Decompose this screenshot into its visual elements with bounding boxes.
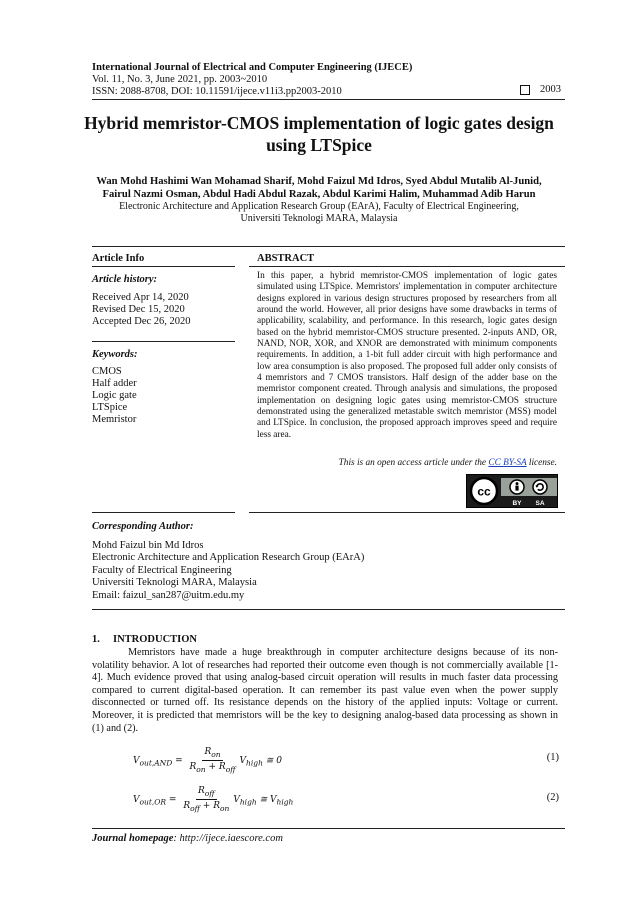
introduction-paragraph: Memristors have made a huge breakthrough in computer architecture designs because of its non-volatility behavior. A lot of researches had reported their outcome even though is not commercially available [1-4]. Much evidence proved that using analog-based circuit operation will results in much faster data processing compared to current digital-based operation. It can remember its past value even when the power supply disconnected or turned off. Its resistance depends on the history of the applied inputs: Voltage or current. Moreover, it is predicted that memristors will be the key to designing analog-based data processing as shown in (1) and (2). [92,647,558,734]
cc-badge-graphic [467,475,557,507]
keyword: Logic gate [92,390,137,401]
sa-label: SA [535,500,545,507]
keyword: Half adder [92,378,137,389]
history-rule [92,341,235,342]
issn-line: ISSN: 2088-8708, DOI: 10.11591/ijece.v11i3.pp2003-2010 [92,86,342,97]
square-icon [520,85,530,95]
keywords-list [92,366,137,426]
info-bottom-rule [92,512,235,513]
footer-rule [92,828,565,829]
journal-homepage[interactable] [92,833,283,844]
page-number: 2003 [540,84,561,95]
corresponding-author-details [92,540,364,602]
title-line-1: Hybrid memristor-CMOS implementation of logic gates design [84,113,554,133]
cc-mark: cc [477,484,491,499]
equation-1-number: (1) [546,752,559,763]
accepted-date: Accepted Dec 26, 2020 [92,316,191,327]
homepage-label: Journal homepage [92,833,174,844]
cc-by-sa-link[interactable]: CC BY-SA [488,458,527,468]
authors-line-1: Wan Mohd Hashimi Wan Mohamad Sharif, Mohd Faizul Md Idros, Syed Abdul Mutalib Al-Junid, [96,176,542,187]
introduction-text [92,647,558,735]
journal-name: International Journal of Electrical and Computer Engineering (IJECE) [92,62,413,73]
abstract-heading-rule [249,266,565,267]
abstract-text: In this paper, a hybrid memristor-CMOS implementation of logic gates simulated using LTSpice. Memristors' implementation in computer architecture designs explored in various design structures proposed by researchers from all around the world. However, all prior designs have some drawbacks in terms of applicability, scalability, and performance. In this research, logic gates design based on the hybrid memristor-CMOS structure presented. 2-inputs AND, OR, NAND, NOR, XOR, and XNOR are demonstrated with minimum components requirements. In addition, a 1-bit full adder circuit with high performance and low area consumption is also proposed. The proposed full adder only consists of 4 memristors and 7 CMOS transistors. Half design of the adder base on the memristor component created. Through analysis and simulations, the proposed implementation on designing logic gates using memristor-CMOS structure demonstrated using the generalized metastable switch memristor (MSS) model and LTSpice. In conclusion, the proposed approach improves speed and require less area. [257,271,557,440]
author-group: Electronic Architecture and Application Research Group (EArA) [92,552,365,564]
equation-2-fraction: $\frac{R_{off}}{R_{off} + R_{on}}$ [183,786,230,813]
affiliation-line-2: Universiti Teknologi MARA, Malaysia [240,212,398,224]
author-faculty: Faculty of Electrical Engineering [92,564,232,576]
abstract-bottom-rule [249,512,565,513]
page-number-block [520,84,561,95]
article-history-heading: Article history: [92,274,158,285]
cc-by-sa-badge-icon[interactable] [466,474,558,508]
received-date: Received Apr 14, 2020 [92,292,189,303]
authors-line-2: Fairul Nazmi Osman, Abdul Hadi Abdul Razak, Abdul Karimi Halim, Muhammad Adib Harun [102,188,536,200]
author-university: Universiti Teknologi MARA, Malaysia [92,577,257,589]
keyword: LTSpice [92,402,128,413]
header-rule [92,99,565,100]
volume-line: Vol. 11, No. 3, June 2021, pp. 2003~2010 [92,74,268,85]
author-name: Mohd Faizul bin Md Idros [92,540,204,551]
license-line: This is an open access article under the CC BY-SA license. [338,458,557,468]
authors [60,176,578,201]
equation-1: $V_{out,AND}$ = $\frac{R_{on}}{R_{on} + R_{off}}$ $V_{high}$ ≅ 0 [133,747,282,774]
equation-2-number: (2) [546,792,559,803]
revised-date: Revised Dec 15, 2020 [92,304,185,315]
title-line-2: using LTSpice [266,135,372,155]
equation-1-fraction: $\frac{R_{on}}{R_{on} + R_{off}}$ [189,747,236,774]
keywords-heading: Keywords: [92,349,138,360]
affiliation-line-1: Electronic Architecture and Application Research Group (EArA), Faculty of Electrical Engineering, [119,201,519,212]
info-top-rule [92,246,565,247]
corresponding-rule [92,609,565,610]
author-email[interactable]: Email: faizul_san287@uitm.edu.my [92,589,245,601]
info-heading-rule [92,266,235,267]
keyword: Memristor [92,414,137,425]
equation-2: $V_{out,OR}$ = $\frac{R_{off}}{R_{off} + R_{on}}$ $V_{high}$ ≅ $V_{high}$ [133,786,294,813]
corresponding-author-heading: Corresponding Author: [92,521,194,532]
abstract-heading: ABSTRACT [257,253,315,264]
section-heading-introduction: 1. INTRODUCTION [92,634,198,645]
article-info-heading: Article Info [92,253,145,264]
paper-title [60,112,578,156]
article-history [92,292,191,328]
homepage-url[interactable]: : http://ijece.iaescore.com [173,833,283,844]
keyword: CMOS [92,366,122,377]
affiliation [60,201,578,224]
by-label: BY [512,500,522,507]
